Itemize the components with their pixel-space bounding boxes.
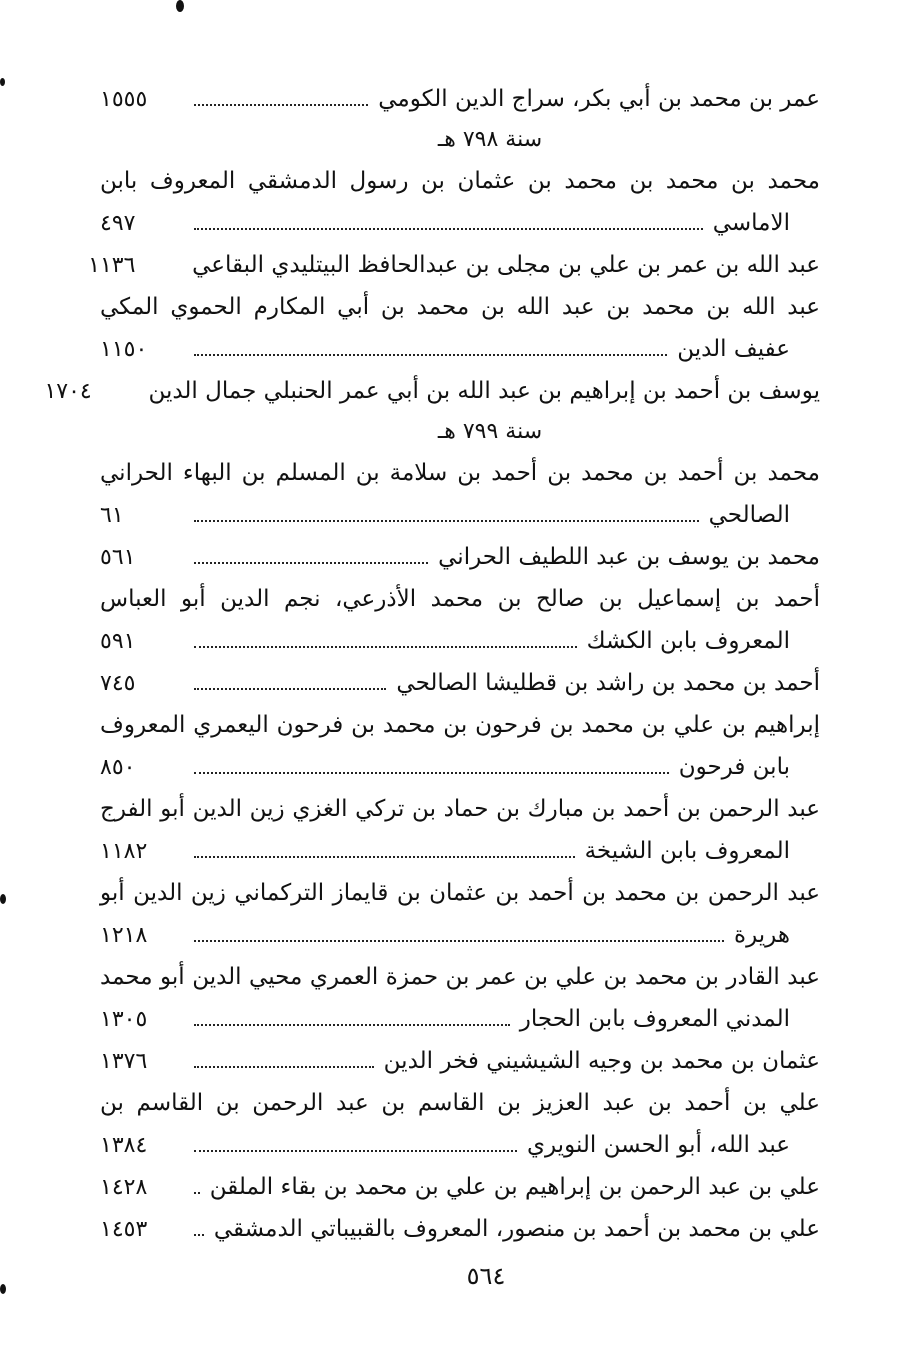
entry-line-continued [100,788,820,830]
entry-line-continued [100,578,820,620]
entry-line-continued [100,286,820,328]
entry-name: عبد الرحمن بن أحمد بن مبارك بن حماد بن تركي الغزي زين الدين أبو الفرج [100,796,820,822]
dot-leader [194,562,428,564]
dot-leader [194,104,368,106]
ink-mark [0,894,6,904]
entry-name: محمد بن يوسف بن عبد اللطيف الحراني [438,544,820,570]
entry-name: المدني المعروف بابن الحجار [519,1006,790,1032]
entry-line-continued [100,956,820,998]
entry-number: ٧٤٥ [100,671,136,696]
entry-name: هريرة [734,922,790,948]
ink-mark [0,78,5,86]
year-heading: سنة ٧٩٨ هـ [437,127,543,152]
entry-line-continued [100,704,820,746]
index-entry [100,328,820,370]
index-entry [100,202,820,244]
index-entry [100,78,820,120]
entry-number: ١١٥٠ [100,337,148,362]
entry-number: ١٣٧٦ [100,1049,148,1074]
index-entry [100,536,820,578]
index-entry [100,914,820,956]
dot-leader [194,1066,374,1068]
index-entry [100,1166,820,1208]
entry-name: الاماسي [712,210,790,236]
index-entry [100,662,820,704]
entry-number: ١١٣٦ [88,253,136,278]
entry-number: ١٤٢٨ [100,1175,148,1200]
entry-name: عبد القادر بن محمد بن علي بن عمر بن حمزة العمري محيي الدين أبو محمد [100,964,820,990]
entry-number: ١٣٠٥ [100,1007,148,1032]
index-entry [44,370,820,412]
index-entry [100,1040,820,1082]
entry-name: عبد الله بن محمد بن عبد الله بن محمد بن أبي المكارم الحموي المكي [100,294,820,320]
entry-number: ١١٨٢ [100,839,148,864]
ink-mark [176,0,184,12]
dot-leader [194,1192,200,1194]
entry-name: بابن فرحون [678,754,790,780]
entry-line-continued [100,160,820,202]
entry-number: ١٧٠٤ [44,379,92,404]
entry-number: ٥٩١ [100,629,136,654]
entry-name: علي بن أحمد بن عبد العزيز بن القاسم بن عبد الرحمن بن القاسم بن [100,1090,820,1116]
entry-name: عبد الرحمن بن محمد بن أحمد بن عثمان بن قايماز التركماني زين الدين أبو [100,880,820,906]
index-entry [100,830,820,872]
entry-name: علي بن عبد الرحمن بن إبراهيم بن علي بن محمد بن بقاء الملقن [209,1174,820,1200]
entry-line-continued [100,452,820,494]
dot-leader [194,1234,204,1236]
entry-number: ٤٩٧ [100,211,136,236]
entry-number: ١٣٨٤ [100,1133,148,1158]
entry-number: ٦١ [100,503,124,528]
entry-number: ٨٥٠ [100,755,136,780]
entry-line-continued [100,1082,820,1124]
dot-leader [194,688,386,690]
index-entry [100,494,820,536]
dot-leader [194,228,703,230]
dot-leader [194,940,724,942]
index-entry [100,998,820,1040]
index-entry [100,1124,820,1166]
entry-number: ١٥٥٥ [100,87,148,112]
entry-name: محمد بن أحمد بن محمد بن أحمد بن سلامة بن المسلم بن البهاء الحراني [100,460,820,486]
entry-number: ١٢١٨ [100,923,148,948]
dot-leader [194,1024,510,1026]
entry-name: يوسف بن أحمد بن إبراهيم بن عبد الله بن أبي عمر الحنبلي جمال الدين [148,378,820,404]
entry-name: عفيف الدين [677,336,790,362]
entry-name: عمر بن محمد بن أبي بكر، سراج الدين الكومي [378,86,820,112]
index-list [44,78,820,1250]
entry-name: إبراهيم بن علي بن محمد بن فرحون بن محمد بن فرحون اليعمري المعروف [100,712,820,738]
index-entry [100,1208,820,1250]
entry-name: أحمد بن إسماعيل بن صالح بن محمد الأذرعي، نجم الدين أبو العباس [100,586,820,612]
index-entry [100,620,820,662]
year-heading: سنة ٧٩٩ هـ [437,419,543,444]
entry-name: المعروف بابن الكشك [586,628,790,654]
page-number: ٥٦٤ [466,1262,506,1290]
entry-name: محمد بن محمد بن محمد بن عثمان بن رسول الدمشقي المعروف بابن [100,168,820,194]
dot-leader [194,520,699,522]
dot-leader [194,772,669,774]
entry-name: علي بن محمد بن أحمد بن منصور، المعروف بالقبيباتي الدمشقي [213,1216,820,1242]
entry-name: عثمان بن محمد بن وجيه الشيشيني فخر الدين [383,1048,820,1074]
entry-name: عبد الله بن عمر بن علي بن مجلى بن عبدالحافظ البيتليدي البقاعي [192,252,820,278]
dot-leader [194,646,577,648]
entry-number: ٥٦١ [100,545,136,570]
dot-leader [194,856,575,858]
entry-line-continued [100,872,820,914]
index-entry [100,746,820,788]
entry-name: المعروف بابن الشيخة [584,838,790,864]
index-entry [88,244,820,286]
entry-name: الصالحي [708,502,790,528]
entry-number: ١٤٥٣ [100,1217,148,1242]
entry-name: أحمد بن محمد بن راشد بن قطليشا الصالحي [396,670,820,696]
dot-leader [194,354,667,356]
entry-name: عبد الله، أبو الحسن النويري [526,1132,790,1158]
dot-leader [194,1150,517,1152]
